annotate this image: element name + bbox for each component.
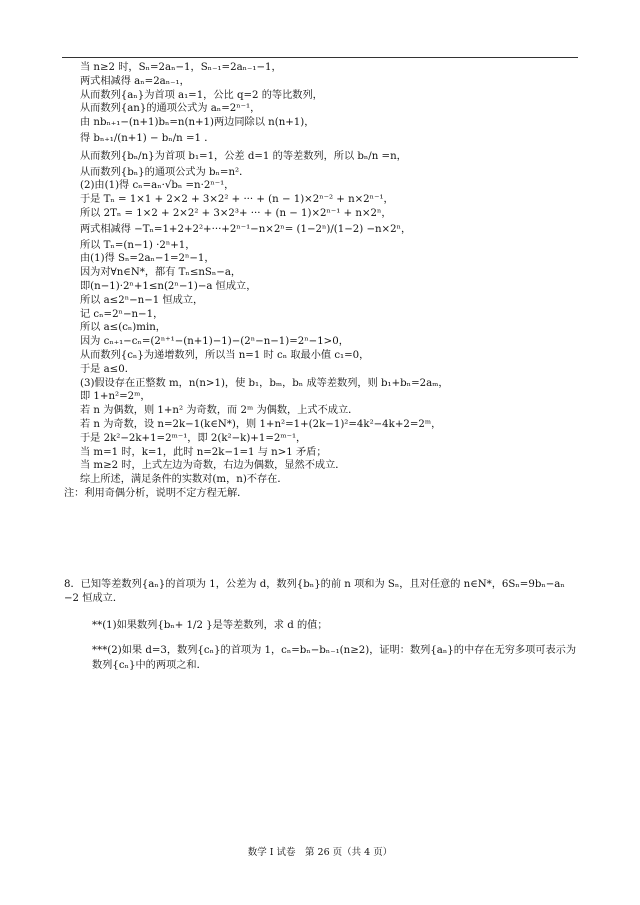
solution-line: 若 n 为奇数，设 n=2k−1(k∈N*)，则 1+n²=1+(2k−1)²=4k²−4k+2=2ᵐ， [80,418,442,430]
problem-part-1: **(1)如果数列{bₙ+ 1/2 }是等差数列，求 d 的值； [92,620,328,631]
solution-line: 当 m=1 时，k=1，此时 n=2k−1=1 与 n>1 矛盾； [80,446,327,458]
solution-line: 由 nbₙ₊₁−(n+1)bₙ=n(n+1)两边同除以 n(n+1)， [80,117,315,129]
solution-line: (2)由(1)得 cₙ=aₙ·√bₙ =n·2ⁿ⁻¹， [80,180,235,192]
solution-line: 从而数列{aₙ}为首项 a₁=1，公比 q=2 的等比数列， [80,89,323,101]
solution-block [64,61,576,501]
problem-8 [64,578,580,673]
solution-line: 注：利用奇偶分析，说明不定方程无解． [64,487,248,499]
solution-line: 于是 Tₙ = 1×1 + 2×2 + 3×2² + ··· + (n − 1)×2ⁿ⁻² + n×2ⁿ⁻¹， [80,194,394,206]
solution-line: 从而数列{bₙ}的通项公式为 bₙ=n²． [80,166,250,178]
solution-line: 两式相减得 aₙ=2aₙ₋₁， [80,75,190,87]
solution-line: 当 m≥2 时，上式左边为奇数，右边为偶数，显然不成立． [80,460,346,472]
problem-part-2-line-2: 数列{cₙ}中的两项之和． [92,660,207,671]
solution-line: 所以 2Tₙ = 1×2 + 2×2² + 3×2³+ ··· + (n − 1)×2ⁿ⁻¹ + n×2ⁿ， [80,207,392,219]
solution-line: 所以 Tₙ=(n−1) ·2ⁿ+1， [80,239,196,251]
solution-line: 所以 a≤2ⁿ−n−1 恒成立， [80,294,204,306]
solution-line: 当 n≥2 时，Sₙ=2aₙ−1，Sₙ₋₁=2aₙ₋₁−1， [80,62,282,73]
solution-line: 记 cₙ=2ⁿ−n−1， [80,308,164,320]
problem-statement-line-2: −2 恒成立． [64,593,124,604]
solution-line: 因为 cₙ₊₁−cₙ=(2ⁿ⁺¹−(n+1)−1)−(2ⁿ−n−1)=2ⁿ−1>0， [80,336,349,348]
problem-part-2-line-1: ***(2)如果 d=3，数列{cₙ}的首项为 1，cₙ=bₙ−bₙ₋₁(n≥2)，证明：数列{aₙ}的中存在无穷多项可表示为 [92,645,577,656]
solution-line: 从而数列{bₙ/n}为首项 b₁=1，公差 d=1 的等差数列，所以 bₙ/n =n， [80,150,407,162]
solution-line: 即 1+n²=2ᵐ， [80,391,151,403]
solution-line: 于是 2k²−2k+1=2ᵐ⁻¹，即 2(k²−k)+1=2ᵐ⁻¹， [80,432,307,444]
header-rule [62,57,578,58]
solution-line: 得 bₙ₊₁/(n+1) − bₙ/n =1 ． [80,132,215,144]
page-footer: 数学 I 试卷 第 26 页（共 4 页） [247,847,393,858]
solution-line: 因为对∀n∈N*，都有 Tₙ≤nSₙ−a， [80,267,242,279]
solution-line: 从而数列{an}的通项公式为 aₙ=2ⁿ⁻¹， [80,103,261,115]
solution-line: 于是 a≤0． [80,363,135,375]
solution-line: 若 n 为偶数，则 1+n² 为奇数，而 2ᵐ 为偶数，上式不成立． [80,405,359,417]
solution-line: 从而数列{cₙ}为递增数列，所以当 n=1 时 cₙ 取最小值 c₁=0， [80,349,370,361]
solution-line: 所以 a≤(cₙ)min， [80,322,166,334]
solution-line: 即(n−1)·2ⁿ+1≤n(2ⁿ−1)−a 恒成立， [80,280,257,292]
problem-statement-line-1: 8．已知等差数列{aₙ}的首项为 1，公差为 d，数列{bₙ}的前 n 项和为 Sₙ，且对任意的 n∈N*，6Sₙ=9bₙ−aₙ [64,579,565,590]
solution-line: 由(1)得 Sₙ=2aₙ−1=2ⁿ−1， [80,253,215,265]
solution-line: (3)假设存在正整数 m，n(n>1)，使 b₁，bₘ，bₙ 成等差数列，则 b₁+bₙ=2aₘ， [80,377,449,389]
solution-line: 综上所述，满足条件的实数对(m，n)不存在． [80,474,288,486]
solution-line: 两式相减得 −Tₙ=1+2+2²+···+2ⁿ⁻¹−n×2ⁿ= (1−2ⁿ)/(1−2) −n×2ⁿ， [80,223,412,235]
